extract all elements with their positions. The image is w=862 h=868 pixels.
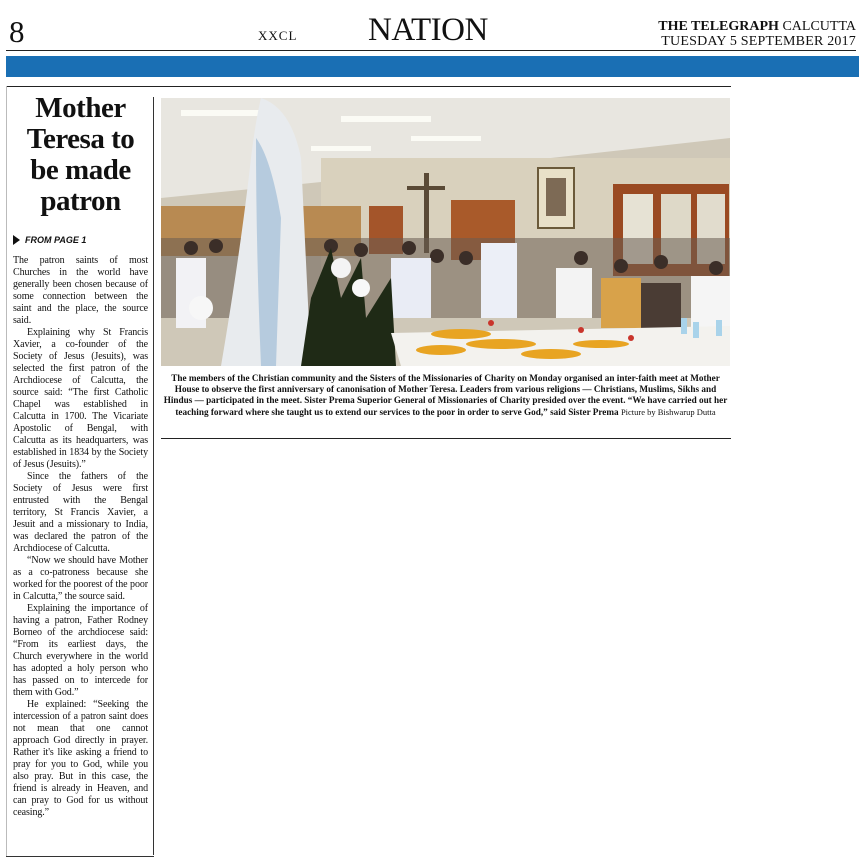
column-divider bbox=[153, 97, 154, 855]
section-title: NATION bbox=[368, 12, 488, 48]
paper-line bbox=[658, 19, 856, 34]
article-paragraph: “Now we should have Mother as a co-patroness because she worked for the poorest of the poor in Calcutta,” the source said. bbox=[13, 555, 148, 602]
publication-date: TUESDAY 5 SEPTEMBER 2017 bbox=[661, 34, 856, 49]
left-column-edge bbox=[6, 86, 7, 856]
photo-credit: Picture by Bishwarup Dutta bbox=[620, 406, 716, 417]
paper-city: CALCUTTA bbox=[782, 19, 856, 34]
article-paragraph: Explaining why St Francis Xavier, a co-founder of the Society of Jesus (Jesuits), was selected the first patron of the Archdiocese of Calcutta, the source said: “The first Catholic Chapel was established in Calcutta in 1700. The Vicariate Apostolic of Bengal, with Calcutta as its headquarters, was established in 1834 by the Society of Jesus (Jesuits).” bbox=[13, 327, 148, 470]
masthead-info bbox=[658, 19, 856, 50]
article-paragraph: The patron saints of most Churches in the world have generally been chosen because of some connection between the saint and the place, the source said. bbox=[13, 255, 148, 326]
play-arrow-icon bbox=[13, 235, 20, 245]
article-paragraph: Since the fathers of the Society of Jesus were first entrusted with the Bengal territory, St Francis Xavier, a Jesuit and a missionary to India, was declared the patron of the Archdiocese of Calcutta. bbox=[13, 471, 148, 554]
jump-label: FROM PAGE 1 bbox=[25, 235, 87, 245]
article-headline: Mother Teresa to be made patron bbox=[26, 92, 135, 217]
article-paragraph: He explained: “Seeking the intercession of a patron saint does not mean that one cannot approach God directly in prayer. Rather it's like asking a friend to pray for you to God, while you also pray. But in this case, the friend is already in Heaven, and can pray to God for us without ceasing.” bbox=[13, 699, 148, 818]
content-top-rule bbox=[6, 86, 731, 87]
article-paragraph: Explaining the importance of having a patron, Father Rodney Borneo of the archdiocese said: “From its earliest days, the Church everywhere in the world has adopted a holy person who has passed on to intercede for them with God.” bbox=[13, 603, 148, 698]
page-number: 8 bbox=[9, 14, 25, 49]
column-bottom-rule bbox=[6, 856, 154, 857]
caption-bottom-rule bbox=[161, 438, 731, 439]
edition-code: XXCL bbox=[258, 28, 298, 43]
article-column bbox=[13, 93, 148, 819]
header-divider bbox=[6, 50, 856, 51]
section-color-band bbox=[6, 56, 859, 77]
news-photo bbox=[161, 98, 730, 366]
caption-text: The members of the Christian community and the Sisters of the Missionaries of Charity on Monday organised an inter-faith meet at Mother House to observe the first anniversary of canonisation of Mother Teresa. Leaders from various religions — Christians, Muslims, Sikhs and Hindus — participated in the meet. Sister Prema Superior General of Missionaries of Charity presided over the event. “We have carried out her teaching forward where she taught us to extend our services to the poor in order to serve God,” said Sister Prema bbox=[163, 373, 728, 417]
article-body bbox=[13, 255, 148, 819]
jump-line bbox=[13, 235, 148, 245]
photo-caption bbox=[161, 373, 730, 418]
paper-name: THE TELEGRAPH bbox=[658, 19, 779, 34]
